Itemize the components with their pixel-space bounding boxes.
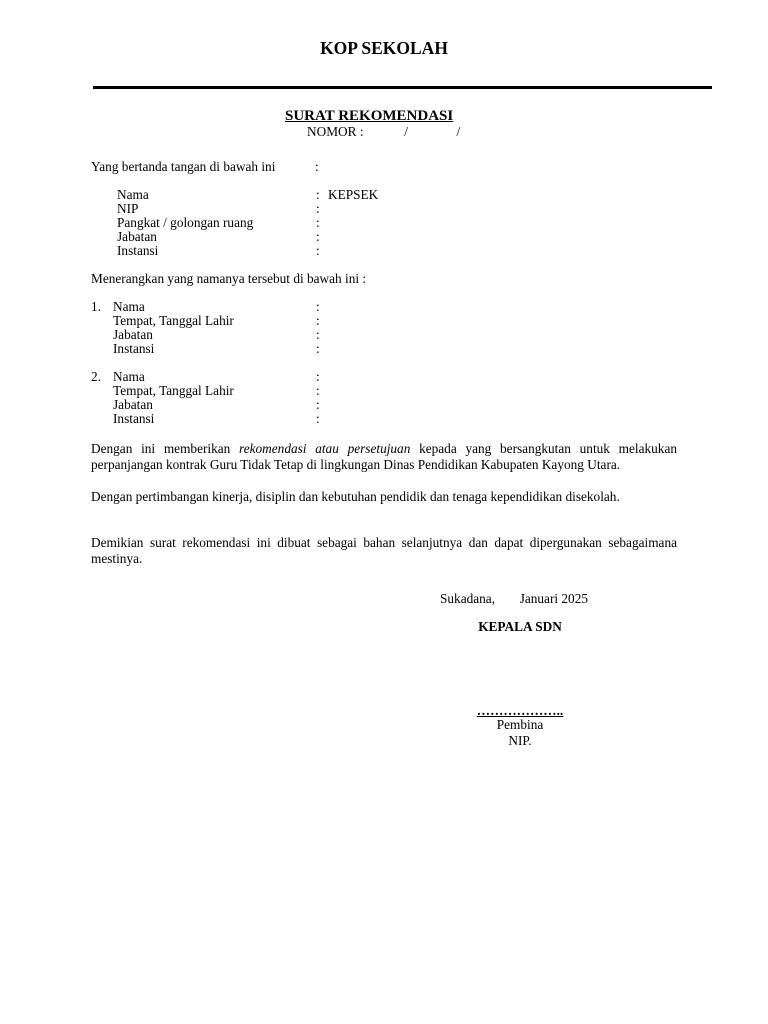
person-row-institution: Instansi : [113, 341, 320, 356]
signer-row-name: Nama : KEPSEK [117, 187, 379, 202]
person-row-birth: Tempat, Tanggal Lahir : [113, 383, 320, 398]
signer-position: KEPALA SDN [478, 619, 562, 634]
letter-number [307, 125, 460, 139]
closing-place-date [440, 592, 588, 606]
letter-number-separator: / [404, 124, 408, 139]
emphasis-text: rekomendasi atau persetujuan [239, 441, 411, 456]
letterhead-divider [93, 86, 712, 89]
closing-date: Januari 2025 [519, 591, 589, 606]
body-paragraph-1: Dengan ini memberikan rekomendasi atau persetujuan kepada yang bersangkutan untuk melakukan perpanjangan kontrak Guru Tidak Tetap di lingkungan Dinas Pendidikan Kabupaten Kayong Utara. [91, 441, 677, 472]
letter-number-label: NOMOR : [307, 124, 364, 139]
signer-name-placeholder: ……………….. [476, 703, 564, 718]
letter-number-separator: / [456, 124, 461, 139]
signer-row-position: Jabatan : [117, 229, 320, 244]
signer-nip: NIP. [508, 733, 532, 748]
signer-intro-text: Yang bertanda tangan di bawah ini [91, 159, 276, 174]
person-row-birth: Tempat, Tanggal Lahir : [113, 313, 320, 328]
signer-intro-colon: : [315, 159, 319, 174]
signer-row-institution: Instansi : [117, 243, 320, 258]
signer-row-rank: Pangkat / golongan ruang : [117, 215, 320, 230]
letterhead-title: KOP SEKOLAH [320, 38, 448, 58]
person-number: 1. [91, 299, 101, 314]
person-row-name: Nama : [113, 369, 320, 384]
person-number: 2. [91, 369, 101, 384]
person-row-name: Nama : [113, 299, 320, 314]
signer-row-nip: NIP : [117, 201, 320, 216]
body-paragraph-3: Demikian surat rekomendasi ini dibuat sebagai bahan selanjutnya dan dapat dipergunakan sebagaimana mestinya. [91, 535, 677, 566]
signer-rank: Pembina [496, 717, 544, 732]
signer-intro [91, 160, 391, 174]
person-row-institution: Instansi : [113, 411, 320, 426]
letter-title: SURAT REKOMENDASI [285, 108, 454, 124]
person-row-position: Jabatan : [113, 397, 320, 412]
person-row-position: Jabatan : [113, 327, 320, 342]
closing-place: Sukadana, [440, 591, 496, 606]
subject-intro: Menerangkan yang namanya tersebut di bawah ini : [91, 271, 367, 286]
signer-name-value: KEPSEK [328, 187, 379, 202]
body-paragraph-2: Dengan pertimbangan kinerja, disiplin dan kebutuhan pendidik dan tenaga kependidikan disekolah. [91, 489, 620, 504]
